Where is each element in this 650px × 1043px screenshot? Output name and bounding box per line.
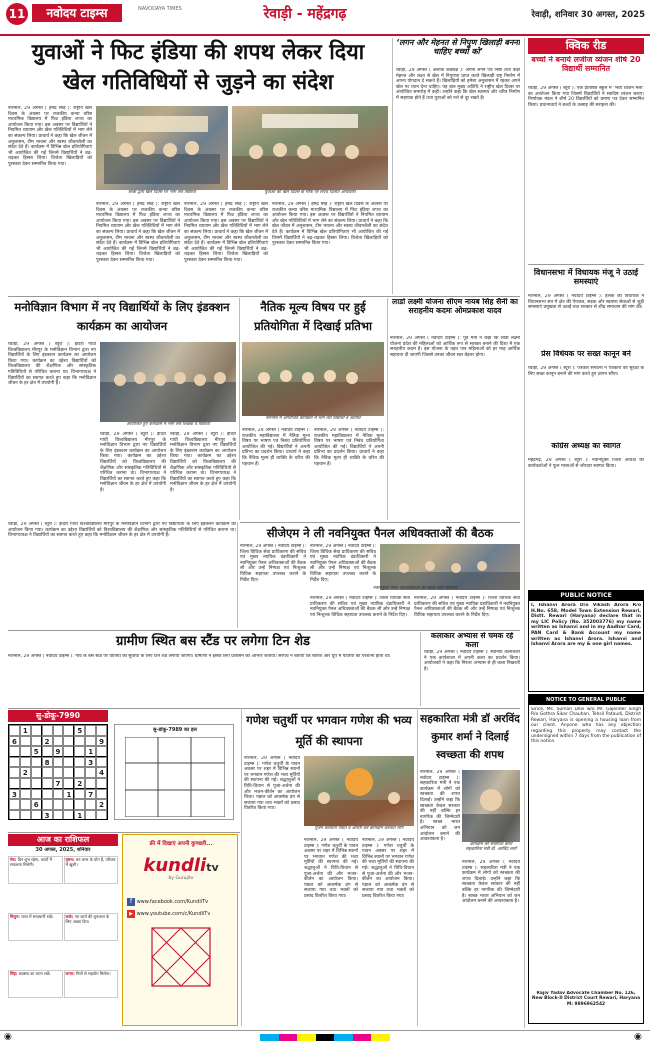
public-notice (528, 590, 644, 692)
divider (528, 264, 644, 265)
lead-headline (8, 38, 388, 100)
sudoku-cell (31, 789, 42, 800)
sudoku-cell: 3 (42, 810, 53, 820)
sudoku-cell (74, 789, 85, 800)
divider (420, 632, 421, 706)
sudoku-cell (96, 810, 107, 820)
ganesh-photo (304, 756, 414, 826)
brand-sub: NAVODAYA TIMES (138, 6, 182, 12)
sudoku-title: सु-डोकू-7990 (8, 710, 108, 722)
bus-body: नारनौल, 29 अगस्त ( नवोदय टाइम्स ): गांव के बस स्टैंड पर यात्रियों की सुविधा के लिए टिन शेड लगाया जाएगा। ग्रामीणों ने इसके लिए प्रशासन का आभार जताया। सरपंच ने बताया कि बारिश और धूप में यात्रियों को परेशानी होती थी। (8, 654, 391, 659)
rashi-text: मित्रों से सहयोग मिलेगा। (76, 971, 111, 976)
sudoku-cell: 2 (96, 799, 107, 810)
lead-photo-1-caption: छात्रों द्वारा खेल दिवस पर भाग लेते विद्यार्थी (128, 190, 196, 195)
kalakar-body: रेवाड़ी, 29 अगस्त ( नवोदय टाइम्स ): स्थानीय कलाकारों ने एक कार्यशाला में अपनी कला का प्रदर्शन किया। आयोजकों ने कहा कि निरंतर अभ्यास से ही कला निखरती है। (424, 650, 520, 672)
sudoku-cell (85, 736, 96, 747)
rashi-text: यात्रा में सावधानी रखें। (21, 914, 54, 919)
divider (8, 708, 520, 709)
sudoku-cell: 1 (85, 746, 96, 757)
cjm-body-col3: नारनौल, 29 अगस्त ( नवोदय टाइम्स ): जिला विधिक सेवा प्राधिकरण की सचिव एवं मुख्य न्यायिक दंडाधिकारी ने नवनियुक्त पैनल अधिवक्ताओं की बैठक ली और उन्हें निष्पक्ष एवं निःशुल्क विधिक सहायता उपलब्ध कराने के निर्देश दिए। (310, 596, 410, 618)
rashi-item (8, 856, 63, 884)
sudoku-cell (63, 757, 74, 768)
sudoku-cell (9, 778, 20, 789)
sudoku-cell (53, 799, 64, 810)
kundli-brand-sub: by Gurujitv (168, 876, 194, 881)
vidhan-headline: विधानसभा में विधायक मंजू ने उठाई समस्याएं (533, 268, 639, 287)
psych-body-col3: रेवाड़ी, 29 अगस्त ( ब्यूरो ): इंदिरा गांधी विश्वविद्यालय मीरपुर के मनोविज्ञान विभाग द्वारा नए विद्यार्थियों के लिए इंडक्शन कार्यक्रम का आयोजन किया गया। कार्यक्रम का उद्देश्य विद्यार्थियों को विश्वविद्यालय की शैक्षणिक और सांस्कृतिक गतिविधियों से परिचित कराना था। विभागाध्यक्ष ने विद्यार्थियों का स्वागत करते हुए कहा कि मनोविज्ञान जीवन के हर क्षेत्र में उपयोगी है। (170, 432, 236, 493)
rashi-name: वृषभ: (65, 857, 76, 862)
sudoku-cell: 2 (20, 767, 31, 778)
general-notice-title: NOTICE TO GENERAL PUBLIC (529, 695, 643, 705)
page-number: 11 (6, 3, 28, 25)
sudoku-cell (9, 810, 20, 820)
sudoku-answer-label: सु-डोकू-7989 का हल (153, 727, 197, 733)
quick-read-body: रेवाड़ी, 29 अगस्त ( ब्यूरो ): एक प्रतिष्ठित स्कूल में ‘भव्य व्यंजन मेला’ का आयोजन किया गया जिसमें विद्यार्थियों ने स्वादिष्ट व्यंजन बनाए। निर्णायक मंडल ने शीर्ष 20 विद्यार्थियों को प्रमाण पत्र देकर सम्मानित किया। प्रधानाचार्य ने बच्चों के उत्साह की सराहना की। (528, 86, 644, 108)
kundli-chart-icon (151, 927, 211, 987)
divider (8, 630, 520, 631)
kundli-youtube-link[interactable]: www.youtube.com/c/KundliTv (136, 911, 211, 917)
ganesh-body-col3: नारनौल, 29 अगस्त ( नवोदय टाइम्स ): गणेश चतुर्थी के पावन अवसर पर शहर में विभिन्न स्थानों पर भगवान गणेश की भव्य मूर्तियों की स्थापना की गई। श्रद्धालुओं ने विधि-विधान से पूजा-अर्चना की और भजन-कीर्तन का आयोजन किया। पंडाल को आकर्षक ढंग से सजाया गया तथा भक्तों को प्रसाद वितरित किया गया। (362, 838, 414, 899)
sudoku-cell (31, 725, 42, 736)
sudoku-cell: 2 (42, 736, 53, 747)
sudoku-cell (9, 799, 20, 810)
sudoku-cell: 3 (9, 789, 20, 800)
press-body: रेवाड़ी, 29 अगस्त ( ब्यूरो ): पत्रकार संगठनों ने पत्रकारों की सुरक्षा के लिए सख्त कानून बनाने की मांग करते हुए ज्ञापन सौंपा। (528, 366, 644, 377)
crowd-photo-icon (96, 106, 228, 190)
sudoku-cell (85, 767, 96, 778)
meeting-photo-icon (380, 544, 520, 590)
public-notice-body: I, Ishanvi Arora D/o Vikash Arora R/o H.No. 658, Model Town Extension Rewari, Distt. Rewari (Haryana) declare that in my LIC Policy (No. 352003776) my name written as Ishanvi and in my Aadhar Card, PAN Card & Bank Account my name written as Ishanvi Arora. Ishanvi and Ishanvi Arora are my & one girl names. (531, 603, 641, 648)
rashi-text: स्वास्थ्य का ध्यान रखें। (18, 971, 51, 976)
ethics-body-col2: नारनौल, 29 अगस्त ( नवोदय टाइम्स ): राजकीय महाविद्यालय में नैतिक मूल्य विषय पर भाषण एवं निबंध प्रतियोगिता आयोजित की गई। विद्यार्थियों ने अपनी प्रतिभा का प्रदर्शन किया। प्राचार्य ने कहा कि नैतिक मूल्य ही व्यक्ति के चरित्र की पहचान हैं। (314, 428, 384, 467)
sudoku-answer (114, 724, 234, 820)
rashi-item (8, 970, 63, 998)
sahkarita-photo (462, 770, 520, 842)
sudoku-cell (74, 736, 85, 747)
quick-read-headline: बच्चों ने बनाये लजीज व्यंजन शीर्ष 20 विद्यार्थी सम्मानित (531, 56, 641, 73)
lead-photo-2 (232, 106, 388, 190)
ladli-body: नारनौल, 29 अगस्त ( नवोदय टाइम्स ): पूर्व मंत्री ने कहा कि लाडो लक्ष्मी योजना प्रदेश की महिलाओं को आर्थिक रूप से सशक्त बनाने की दिशा में एक सराहनीय कदम है। इस योजना के तहत पात्र महिलाओं को हर माह आर्थिक सहायता दी जाएगी जिससे उनका जीवन स्तर बेहतर होगा। (390, 336, 520, 358)
lead-body-col4: नारनौल, 29 अगस्त ( हमेंद्र सिंह ): राष्ट्रीय खेल दिवस के अवसर पर राजकीय कन्या वरिष्ठ माध्यमिक विद्यालय में फिट इंडिया शपथ का आयोजन किया गया। इस अवसर पर विद्यार्थियों ने नियमित व्यायाम और खेल गतिविधियों में भाग लेने का संकल्प लिया। प्राचार्य ने कहा कि खेल जीवन में अनुशासन, टीम भावना और स्वस्थ जीवनशैली का संदेश देते हैं। कार्यक्रम में विभिन्न खेल प्रतियोगिताएं भी आयोजित की गईं जिनमें विद्यार्थियों ने बढ़-चढ़कर हिस्सा लिया। विजेता खिलाड़ियों को पुरस्कार देकर सम्मानित किया गया। (272, 202, 388, 247)
rashi-item (8, 913, 63, 941)
sudoku-cell (74, 757, 85, 768)
sudoku-cell: 9 (96, 736, 107, 747)
sudoku-answer-grid-icon (125, 737, 225, 817)
cjm-headline: सीजेएम ने ली नवनियुक्त पैनल अधिवक्ताओं की बैठक (266, 526, 494, 540)
sudoku-cell: 3 (85, 757, 96, 768)
sudoku-cell (85, 810, 96, 820)
press-headline: प्रेस विधेयक पर सख्त कानून बने (541, 350, 631, 358)
sudoku-cell (31, 767, 42, 778)
issue-date: रेवाड़ी, शनिवार 30 अगस्त, 2025 (531, 10, 645, 20)
sudoku-cell: 4 (96, 767, 107, 778)
kundli-prompt: फ्री में दिखाएं अपनी कुण्डली... (149, 841, 213, 847)
sudoku-cell: 6 (9, 736, 20, 747)
sudoku-cell (20, 810, 31, 820)
lead-headline-line2: खेल गतिविधियों से जुड़ने का संदेश (62, 70, 334, 95)
color-bar (260, 1034, 390, 1041)
rashi-name: कर्क: (65, 914, 75, 919)
sudoku-cell (53, 789, 64, 800)
congress-headline: कांग्रेस अध्यक्ष का स्वागत (551, 442, 621, 450)
masthead (0, 0, 650, 36)
ganesh-photo-caption: पूजन करवाता पंडित व आरती कर कार्यक्रम करवाते लोग (314, 826, 404, 831)
youtube-icon: ▶ (127, 910, 135, 918)
sudoku-cell (20, 799, 31, 810)
sudoku-cell (74, 799, 85, 810)
sudoku-cell (42, 746, 53, 757)
sudoku-cell (63, 778, 74, 789)
sudoku-cell (53, 736, 64, 747)
sudoku-cell (20, 789, 31, 800)
cjm-body-col1: नारनौल, 29 अगस्त ( नवोदय टाइम्स ): जिला विधिक सेवा प्राधिकरण की सचिव एवं मुख्य न्यायिक दंडाधिकारी ने नवनियुक्त पैनल अधिवक्ताओं की बैठक ली और उन्हें निष्पक्ष एवं निःशुल्क विधिक सहायता उपलब्ध कराने के निर्देश दिए। (240, 544, 306, 583)
sudoku-cell (9, 725, 20, 736)
sudoku-cell (63, 725, 74, 736)
rashifal-section (8, 834, 118, 1026)
cjm-body-col2: नारनौल, 29 अगस्त ( नवोदय टाइम्स ): जिला विधिक सेवा प्राधिकरण की सचिव एवं मुख्य न्यायिक दंडाधिकारी ने नवनियुक्त पैनल अधिवक्ताओं की बैठक ली और उन्हें निष्पक्ष एवं निःशुल्क विधिक सहायता उपलब्ध कराने के निर्देश दिए। (310, 544, 376, 583)
divider (237, 522, 238, 628)
registration-mark-right: ◉ (634, 1032, 642, 1042)
lead-headline-line1: युवाओं ने फिट इंडिया की शपथ लेकर दिया (31, 40, 365, 65)
sahkarita-body-col2: नारनौल, 29 अगस्त ( नवोदय टाइम्स ): सहकारिता मंत्री ने एक कार्यक्रम में लोगों को स्वच्छता की शपथ दिलाई। उन्होंने कहा कि स्वच्छता केवल सरकार की नहीं बल्कि हर नागरिक की जिम्मेदारी है। स्वच्छ भारत अभियान को जन आंदोलन बनाने की आवश्यकता है। (462, 860, 520, 905)
cjm-body-col4: नारनौल, 29 अगस्त ( नवोदय टाइम्स ): जिला विधिक सेवा प्राधिकरण की सचिव एवं मुख्य न्यायिक दंडाधिकारी ने नवनियुक्त पैनल अधिवक्ताओं की बैठक ली और उन्हें निष्पक्ष एवं निःशुल्क विधिक सहायता उपलब्ध कराने के निर्देश दिए। (414, 596, 520, 618)
psych-body-col4: रेवाड़ी, 29 अगस्त ( ब्यूरो ): इंदिरा गांधी विश्वविद्यालय मीरपुर के मनोविज्ञान विभाग द्वारा नए विद्यार्थियों के लिए इंडक्शन कार्यक्रम का आयोजन किया गया। कार्यक्रम का उद्देश्य विद्यार्थियों को विश्वविद्यालय की शैक्षणिक और सांस्कृतिक गतिविधियों से परिचित कराना था। विभागाध्यक्ष ने विद्यार्थियों का स्वागत करते हुए कहा कि मनोविज्ञान जीवन के हर क्षेत्र में उपयोगी है। (8, 522, 236, 539)
ladli-headline: लाडो लक्ष्मी योजना सीएम नायब सिंह सैनी का सराहनीय कदमः ओमप्रकाश यादव (392, 298, 518, 315)
psych-body-col2: रेवाड़ी, 29 अगस्त ( ब्यूरो ): इंदिरा गांधी विश्वविद्यालय मीरपुर के मनोविज्ञान विभाग द्वारा नए विद्यार्थियों के लिए इंडक्शन कार्यक्रम का आयोजन किया गया। कार्यक्रम का उद्देश्य विद्यार्थियों को विश्वविद्यालय की शैक्षणिक और सांस्कृतिक गतिविधियों से परिचित कराना था। विभागाध्यक्ष ने विद्यार्थियों का स्वागत करते हुए कहा कि मनोविज्ञान जीवन के हर क्षेत्र में उपयोगी है। (100, 432, 166, 493)
minister-photo-icon (462, 770, 520, 842)
kundli-facebook-link[interactable]: www.facebook.com/KundliTv (136, 899, 209, 905)
ganesh-idol-photo-icon (304, 756, 414, 826)
sudoku-cell: 7 (85, 789, 96, 800)
public-notice-title: PUBLIC NOTICE (529, 591, 643, 601)
sudoku-cell (42, 725, 53, 736)
sudoku-cell (42, 789, 53, 800)
lead-photo-2-caption: युवाओं को खेल दिवस के मौके पर शपथ दिलाते अधिकारी (264, 190, 356, 195)
lead-body-col3: नारनौल, 29 अगस्त ( हमेंद्र सिंह ): राष्ट्रीय खेल दिवस के अवसर पर राजकीय कन्या वरिष्ठ माध्यमिक विद्यालय में फिट इंडिया शपथ का आयोजन किया गया। इस अवसर पर विद्यार्थियों ने नियमित व्यायाम और खेल गतिविधियों में भाग लेने का संकल्प लिया। प्राचार्य ने कहा कि खेल जीवन में अनुशासन, टीम भावना और स्वस्थ जीवनशैली का संदेश देते हैं। कार्यक्रम में विभिन्न खेल प्रतियोगिताएं भी आयोजित की गईं जिनमें विद्यार्थियों ने बढ़-चढ़कर हिस्सा लिया। विजेता खिलाड़ियों को पुरस्कार देकर सम्मानित किया गया। (184, 202, 268, 263)
facebook-icon: f (127, 898, 135, 906)
divider (524, 38, 525, 1028)
audience-photo-icon (100, 342, 236, 422)
lead-body-col2: नारनौल, 29 अगस्त ( हमेंद्र सिंह ): राष्ट्रीय खेल दिवस के अवसर पर राजकीय कन्या वरिष्ठ माध्यमिक विद्यालय में फिट इंडिया शपथ का आयोजन किया गया। इस अवसर पर विद्यार्थियों ने नियमित व्यायाम और खेल गतिविधियों में भाग लेने का संकल्प लिया। प्राचार्य ने कहा कि खेल जीवन में अनुशासन, टीम भावना और स्वस्थ जीवनशैली का संदेश देते हैं। कार्यक्रम में विभिन्न खेल प्रतियोगिताएं भी आयोजित की गईं जिनमें विद्यार्थियों ने बढ़-चढ़कर हिस्सा लिया। विजेता खिलाड़ियों को पुरस्कार देकर सम्मानित किया गया। (96, 202, 180, 263)
sahkarita-headline: सहकारिता मंत्री डॉ अरविंद कुमार शर्मा ने दिलाई स्वच्छता की शपथ (420, 713, 520, 761)
students-photo-icon (242, 342, 384, 416)
ethics-photo-caption: नारनौल में आयोजित कार्यक्रम में भाग लेते विद्यार्थी व अतिथि (265, 416, 361, 421)
divider (387, 298, 388, 520)
sudoku-cell: 9 (53, 746, 64, 757)
sudoku-cell (74, 746, 85, 757)
sahkarita-body-col1: नारनौल, 29 अगस्त ( नवोदय टाइम्स ): सहकारिता मंत्री ने एक कार्यक्रम में लोगों को स्वच्छता की शपथ दिलाई। उन्होंने कहा कि स्वच्छता केवल सरकार की नहीं बल्कि हर नागरिक की जिम्मेदारी है। स्वच्छ भारत अभियान को जन आंदोलन बनाने की आवश्यकता है। (420, 770, 460, 843)
sudoku-cell (74, 767, 85, 778)
quick-read-label: क्विक रीड (528, 38, 644, 54)
vidhan-body: नारनौल, 29 अगस्त ( नवोदय टाइम्स ): हलके की विधायक ने विधानसभा सत्र में क्षेत्र की पेयजल, सड़क और स्वास्थ्य सेवाओं से जुड़ी समस्याएं प्रमुखता से उठाईं तथा सरकार से शीघ्र समाधान की मांग की। (528, 294, 644, 311)
rashi-text: धन लाभ के योग हैं, परिवार में खुशी। (65, 857, 116, 867)
general-notice-body: Since, Ms. Suman Devi w/o Mr. Gajender Singh R/o Gothra Sikar Chauhan, Tehsil Pataudi, District Rewari, Haryana is opening a housing loan from our client. Anyone who has any objection regarding this property may contact the undersigned within 7 days from the publication of this notice. (531, 707, 641, 745)
edition-label: रेवाड़ी - महेंद्रगढ़ (263, 6, 347, 22)
sudoku-cell (53, 810, 64, 820)
divider (8, 296, 520, 297)
sudoku-cell: 1 (63, 789, 74, 800)
rashifal-grid (8, 856, 118, 1026)
ethics-body-col1: नारनौल, 29 अगस्त ( नवोदय टाइम्स ): राजकीय महाविद्यालय में नैतिक मूल्य विषय पर भाषण एवं निबंध प्रतियोगिता आयोजित की गई। विद्यार्थियों ने अपनी प्रतिभा का प्रदर्शन किया। प्राचार्य ने कहा कि नैतिक मूल्य ही व्यक्ति के चरित्र की पहचान हैं। (242, 428, 310, 467)
cjm-photo-caption: नवनियुक्त पैनल अधिवक्ताओं की बैठक लेती सीजेएम (372, 586, 458, 591)
sudoku-cell (63, 767, 74, 778)
sudoku-cell (20, 757, 31, 768)
sudoku-cell (96, 789, 107, 800)
footer-bar (0, 1030, 650, 1043)
sudoku-cell (53, 767, 64, 778)
sudoku-cell (9, 767, 20, 778)
sudoku-cell (31, 736, 42, 747)
rashi-text: दिन शुभ रहेगा, कार्यों में सफलता मिलेगी। (10, 857, 52, 867)
rashi-name: कन्या: (65, 971, 77, 976)
divider (417, 708, 418, 1026)
ethics-headline: नैतिक मूल्य विषय पर हुई प्रतियोगिता में दिखाई प्रतिभा (254, 300, 372, 333)
rashifal-date: 30 अगस्त, 2025, शनिवार (35, 847, 91, 853)
sudoku-cell: 7 (53, 778, 64, 789)
rashi-name: मेष: (10, 857, 18, 862)
divider (240, 522, 520, 523)
sudoku-cell (42, 778, 53, 789)
sudoku-cell: 8 (42, 757, 53, 768)
general-notice (528, 694, 644, 1024)
sudoku-cell (85, 778, 96, 789)
brand-logo: नवोदय टाइम्स (32, 4, 122, 22)
kundli-brand-tv: tv (206, 861, 219, 874)
sudoku-cell (63, 746, 74, 757)
sudoku-cell: 6 (31, 799, 42, 810)
sudoku-cell (85, 725, 96, 736)
cjm-photo (380, 544, 520, 590)
kundli-brand: kundli (143, 855, 207, 876)
sudoku-cell (9, 757, 20, 768)
kundli-youtube-row[interactable] (127, 909, 235, 919)
sudoku-cell (63, 810, 74, 820)
rashi-text: नए कार्य की शुरुआत के लिए अच्छा दिन। (65, 914, 110, 924)
sudoku-cell (31, 757, 42, 768)
sudoku-cell (63, 799, 74, 810)
sudoku-cell (31, 778, 42, 789)
sudoku-cell (9, 746, 20, 757)
sudoku-cell: 1 (20, 725, 31, 736)
sudoku-cell (53, 757, 64, 768)
column-top-headline: ‘लगन और मेहनत से निपुण खिलाड़ी बनना चाहिए बच्चों को’ (396, 38, 520, 57)
ganesh-body-col1: नारनौल, 29 अगस्त ( नवोदय टाइम्स ): गणेश चतुर्थी के पावन अवसर पर शहर में विभिन्न स्थानों पर भगवान गणेश की भव्य मूर्तियों की स्थापना की गई। श्रद्धालुओं ने विधि-विधान से पूजा-अर्चना की और भजन-कीर्तन का आयोजन किया। पंडाल को आकर्षक ढंग से सजाया गया तथा भक्तों को प्रसाद वितरित किया गया। (244, 756, 300, 812)
ethics-photo (242, 342, 384, 416)
divider (241, 708, 242, 1026)
rashifal-title: आज का राशिफल (8, 834, 118, 846)
sudoku-cell (20, 746, 31, 757)
sudoku-cell (96, 725, 107, 736)
divider (239, 298, 240, 520)
rashi-name: मिथुन: (10, 914, 22, 919)
sudoku-cell (31, 810, 42, 820)
registration-mark-left: ◉ (4, 1032, 12, 1042)
kundli-ad (122, 834, 238, 1026)
column-top-body: रेवाड़ी, 29 अगस्त ( अशोक कक्कड़ ): अपनी लगन एवं निष्ठा तथा कड़ी मेहनत और लक्ष्य से खेल में निपुणता प्राप्त करते खिलाड़ी राष्ट्र निर्माण में अपना योगदान दे सकते हैं। खिलाड़ियों को हमेशा अनुशासन में रहकर अपने खेल पर ध्यान देना चाहिए। यह बात मुख्य अतिथि ने राष्ट्रीय खेल दिवस पर आयोजित समारोह में कही। उन्होंने कहा कि खेल स्वास्थ्य और चरित्र निर्माण में सहायक होते हैं तथा युवाओं को नशे से दूर रखते हैं। (396, 68, 520, 101)
rashi-item (64, 856, 119, 884)
psych-headline: मनोविज्ञान विभाग में नए विद्यार्थियों के लिए इंडक्शन कार्यक्रम का आयोजन (14, 300, 230, 333)
psych-photo (100, 342, 236, 422)
kundli-facebook-row[interactable] (127, 897, 235, 907)
sudoku-cell (63, 736, 74, 747)
sudoku-cell (85, 799, 96, 810)
sudoku-section (8, 710, 240, 830)
sudoku-cell (20, 778, 31, 789)
sudoku-cell (96, 746, 107, 757)
bus-headline: ग्रामीण स्थित बस स्टैंड पर लगेगा टिन शेड (115, 634, 311, 649)
sudoku-cell (96, 778, 107, 789)
lead-photo-1 (96, 106, 228, 190)
divider (392, 38, 393, 294)
psych-body-col1: रेवाड़ी, 29 अगस्त ( ब्यूरो ): इंदिरा गांधी विश्वविद्यालय मीरपुर के मनोविज्ञान विभाग द्वारा नए विद्यार्थियों के लिए इंडक्शन कार्यक्रम का आयोजन किया गया। कार्यक्रम का उद्देश्य विद्यार्थियों को विश्वविद्यालय की शैक्षणिक और सांस्कृतिक गतिविधियों से परिचित कराना था। विभागाध्यक्ष ने विद्यार्थियों का स्वागत करते हुए कहा कि मनोविज्ञान जीवन के हर क्षेत्र में उपयोगी है। (8, 342, 96, 387)
rashi-item (64, 970, 119, 998)
sudoku-cell (96, 757, 107, 768)
ganesh-headline: गणेश चतुर्थी पर भगवान गणेश की भव्य मूर्ति की स्थापना (246, 713, 412, 748)
ganesh-body-col2: नारनौल, 29 अगस्त ( नवोदय टाइम्स ): गणेश चतुर्थी के पावन अवसर पर शहर में विभिन्न स्थानों पर भगवान गणेश की भव्य मूर्तियों की स्थापना की गई। श्रद्धालुओं ने विधि-विधान से पूजा-अर्चना की और भजन-कीर्तन का आयोजन किया। पंडाल को आकर्षक ढंग से सजाया गया तथा भक्तों को प्रसाद वितरित किया गया। (304, 838, 358, 899)
sudoku-cell: 5 (74, 725, 85, 736)
sahkarita-photo-caption: कार्यक्रम को संबोधित करते सहकारिता मंत्री डॉ. अरविंद शर्मा (465, 842, 517, 852)
psych-photo-caption: आयोजित हुए कार्यक्रम में भाग लेते शिक्षक व विद्यार्थी (126, 422, 210, 427)
kundli-logo (131, 855, 231, 889)
congress-body: महेंद्रगढ़, 29 अगस्त ( ब्यूरो ): नवनियुक्त जिला अध्यक्ष का कार्यकर्ताओं ने फूल मालाओं से जोरदार स्वागत किया। (528, 458, 644, 469)
sudoku-cell (42, 767, 53, 778)
kalakar-headline: कलाकार अभ्यास से चमक रहे कला (430, 632, 514, 648)
divider (8, 832, 240, 833)
general-notice-advocate: Rajiv Yadav Advocate Chamber No. 126, New Block-II District Court Rewari, Haryana M: 9896962542 (531, 991, 641, 1007)
sudoku-cell (42, 799, 53, 810)
sudoku-cell (53, 725, 64, 736)
sudoku-cell: 2 (74, 778, 85, 789)
sudoku-cell: 5 (31, 746, 42, 757)
group-photo-icon (232, 106, 388, 190)
lead-body-col1: नारनौल, 29 अगस्त ( हमेंद्र सिंह ): राष्ट्रीय खेल दिवस के अवसर पर राजकीय कन्या वरिष्ठ माध्यमिक विद्यालय में फिट इंडिया शपथ का आयोजन किया गया। इस अवसर पर विद्यार्थियों ने नियमित व्यायाम और खेल गतिविधियों में भाग लेने का संकल्प लिया। प्राचार्य ने कहा कि खेल जीवन में अनुशासन, टीम भावना और स्वस्थ जीवनशैली का संदेश देते हैं। कार्यक्रम में विभिन्न खेल प्रतियोगिताएं भी आयोजित की गईं जिनमें विद्यार्थियों ने बढ़-चढ़कर हिस्सा लिया। विजेता खिलाड़ियों को पुरस्कार देकर सम्मानित किया गया। (8, 106, 92, 167)
sudoku-cell (20, 736, 31, 747)
rashi-name: सिंह: (10, 971, 19, 976)
sudoku-grid (8, 724, 108, 820)
sudoku-cell: 1 (74, 810, 85, 820)
rashi-item (64, 913, 119, 941)
